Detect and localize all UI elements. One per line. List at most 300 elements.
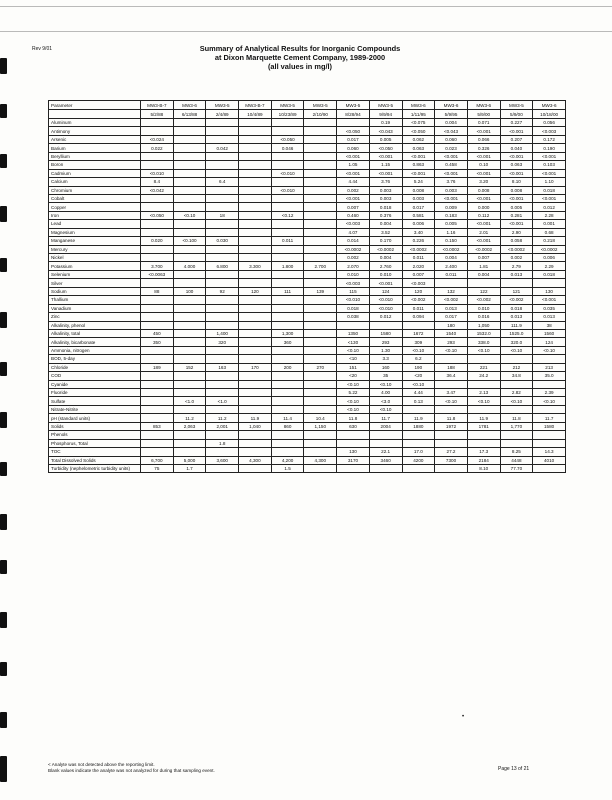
result-value: 2.90 [500, 228, 533, 236]
result-value: 14.3 [533, 448, 566, 456]
result-value [239, 254, 272, 262]
result-value [239, 329, 272, 337]
table-row [49, 262, 566, 270]
result-value: 0.183 [435, 211, 468, 219]
result-value: <0.002 [402, 296, 435, 304]
result-value: 1.5 [271, 464, 304, 472]
result-value [271, 397, 304, 405]
result-value: 3.20 [467, 178, 500, 186]
table-row [49, 397, 566, 405]
result-value [402, 439, 435, 447]
result-value: 3.300 [239, 262, 272, 270]
result-value: <0.001 [500, 152, 533, 160]
result-value: 11.4 [271, 414, 304, 422]
result-value: 6.800 [206, 262, 239, 270]
parameter-name: Alkalinity, total [49, 329, 141, 337]
table-body [49, 119, 566, 473]
result-value: 0.007 [337, 203, 370, 211]
result-value [304, 448, 337, 456]
result-value: 0.008 [500, 186, 533, 194]
parameter-name: Copper [49, 203, 141, 211]
result-value [173, 144, 206, 152]
scan-speck: • [462, 714, 465, 720]
parameter-name: Vanadium [49, 304, 141, 312]
result-value: <0.001 [467, 194, 500, 202]
result-value [271, 178, 304, 186]
result-value [173, 178, 206, 186]
result-value [141, 397, 174, 405]
result-value: 8.10 [500, 178, 533, 186]
result-value: <0.010 [271, 186, 304, 194]
result-value: 4,300 [304, 456, 337, 464]
result-value [206, 355, 239, 363]
parameter-name: Cadmium [49, 169, 141, 177]
column-header-well: MW3-5 [271, 101, 304, 110]
result-value: 1.10 [533, 178, 566, 186]
column-header-parameter: Parameter [49, 101, 141, 110]
result-value: <0.10 [435, 397, 468, 405]
result-value: 0.010 [337, 270, 370, 278]
result-value: 0.011 [271, 237, 304, 245]
result-value: 2.760 [369, 262, 402, 270]
result-value: 1580 [369, 329, 402, 337]
result-value: 0.030 [206, 237, 239, 245]
result-value [206, 448, 239, 456]
result-value: <0.050 [337, 127, 370, 135]
table-row [49, 152, 566, 160]
result-value [271, 355, 304, 363]
result-value: 200 [271, 363, 304, 371]
result-value [173, 169, 206, 177]
parameter-name: Turbidity (nephelometric turbidity units) [49, 464, 141, 472]
result-value [206, 152, 239, 160]
result-value: 0.013 [500, 270, 533, 278]
table-row [49, 431, 566, 439]
result-value [271, 405, 304, 413]
table-row [49, 169, 566, 177]
result-value: 0.063 [500, 161, 533, 169]
header-row-dates [49, 110, 566, 119]
result-value: 8.4 [141, 178, 174, 186]
result-value [206, 380, 239, 388]
result-value: 11.9 [402, 414, 435, 422]
result-value [173, 431, 206, 439]
result-value: 0.060 [435, 135, 468, 143]
result-value: 221 [467, 363, 500, 371]
result-value [369, 321, 402, 329]
result-value: 0.011 [402, 254, 435, 262]
result-value [206, 119, 239, 127]
result-value [271, 380, 304, 388]
result-value: 1.800 [271, 262, 304, 270]
result-value: <0.10 [369, 380, 402, 388]
column-header-date: 9/9/94 [369, 110, 402, 119]
result-value: 0.218 [533, 237, 566, 245]
result-value [206, 279, 239, 287]
result-value [239, 220, 272, 228]
result-value [467, 380, 500, 388]
result-value [173, 161, 206, 169]
result-value [239, 397, 272, 405]
parameter-name: Selenium [49, 270, 141, 278]
result-value: <0.050 [271, 135, 304, 143]
result-value [173, 304, 206, 312]
result-value [533, 380, 566, 388]
result-value [239, 464, 272, 472]
result-value: 0.040 [500, 144, 533, 152]
result-value [173, 135, 206, 143]
result-value: 350 [141, 338, 174, 346]
result-value: <0.003 [533, 127, 566, 135]
result-value [141, 279, 174, 287]
result-value: <3.0 [369, 397, 402, 405]
table-row [49, 161, 566, 169]
result-value: <0.003 [337, 279, 370, 287]
result-value [304, 135, 337, 143]
result-value [271, 161, 304, 169]
result-value: 11.8 [337, 414, 370, 422]
footnote: < Analyte was not detected above the reporting limit. [48, 762, 155, 767]
result-value [239, 296, 272, 304]
result-value [206, 203, 239, 211]
column-header-date: 10/18/00 [533, 110, 566, 119]
result-value [304, 203, 337, 211]
result-value: 1,300 [271, 329, 304, 337]
parameter-name: Nitrate-Nitrite [49, 405, 141, 413]
result-value: 1525.0 [500, 329, 533, 337]
result-value [239, 338, 272, 346]
result-value: 132 [435, 287, 468, 295]
column-header-date: 1/11/95 [402, 110, 435, 119]
result-value: 2.400 [435, 262, 468, 270]
result-value: 0.013 [533, 313, 566, 321]
parameter-name: TOC [49, 448, 141, 456]
result-value [500, 439, 533, 447]
result-value [141, 372, 174, 380]
result-value: <0.010 [369, 296, 402, 304]
result-value: 4448 [500, 456, 533, 464]
result-value: 0.035 [533, 304, 566, 312]
result-value: 0.207 [500, 135, 533, 143]
result-value [173, 203, 206, 211]
column-header-well: MW3-5 [500, 101, 533, 110]
result-value: 0.002 [500, 254, 533, 262]
result-value: 0.060 [337, 144, 370, 152]
result-value [173, 389, 206, 397]
result-value [304, 161, 337, 169]
table-row [49, 127, 566, 135]
result-value: <0.0002 [533, 245, 566, 253]
result-value: 92 [206, 287, 239, 295]
parameter-name: Cobalt [49, 194, 141, 202]
result-value [271, 119, 304, 127]
result-value: <0.001 [337, 169, 370, 177]
column-header-date: 5/9/00 [467, 110, 500, 119]
result-value [304, 346, 337, 354]
result-value: 0.004 [435, 119, 468, 127]
result-value: 1580 [533, 422, 566, 430]
result-value: 4.44 [402, 389, 435, 397]
table-row [49, 313, 566, 321]
result-value: 5,000 [173, 456, 206, 464]
result-value: 111.9 [500, 321, 533, 329]
result-value: 0.022 [141, 144, 174, 152]
parameter-name: Chloride [49, 363, 141, 371]
column-header-well: MW3-6 [402, 101, 435, 110]
result-value: 17.3 [467, 448, 500, 456]
result-value: 1.05 [337, 161, 370, 169]
result-value [206, 389, 239, 397]
result-value: <0.001 [467, 237, 500, 245]
result-value [533, 431, 566, 439]
result-value: 0.018 [533, 186, 566, 194]
result-value: <0.003 [402, 279, 435, 287]
result-value [533, 439, 566, 447]
result-value [206, 372, 239, 380]
result-value: <0.001 [467, 169, 500, 177]
result-value: <0.0002 [369, 245, 402, 253]
result-value [369, 464, 402, 472]
result-value: 10.4 [304, 414, 337, 422]
result-value: 6.2 [402, 355, 435, 363]
result-value [206, 161, 239, 169]
result-value: 0.13 [402, 397, 435, 405]
result-value: <0.002 [467, 296, 500, 304]
column-header-well: MW3-6 [173, 101, 206, 110]
result-value [239, 194, 272, 202]
result-value: 3170 [337, 456, 370, 464]
result-value: 77.70 [500, 464, 533, 472]
result-value: <0.010 [337, 296, 370, 304]
result-value [402, 405, 435, 413]
result-value [206, 321, 239, 329]
result-value [141, 313, 174, 321]
result-value [304, 329, 337, 337]
result-value: 4.000 [173, 262, 206, 270]
table-row [49, 194, 566, 202]
result-value: 0.017 [337, 135, 370, 143]
result-value: <0.001 [337, 152, 370, 160]
result-value: 320.0 [500, 338, 533, 346]
table-row [49, 178, 566, 186]
result-value: 293 [369, 338, 402, 346]
column-header-date: 5/9/00 [500, 110, 533, 119]
result-value: 3,600 [206, 456, 239, 464]
result-value [304, 228, 337, 236]
result-value [239, 169, 272, 177]
result-value: 0.013 [500, 313, 533, 321]
result-value [141, 355, 174, 363]
table-row [49, 254, 566, 262]
result-value: 3460 [369, 456, 402, 464]
table-row [49, 363, 566, 371]
parameter-name: Alkalinity, phenol [49, 321, 141, 329]
result-value [271, 194, 304, 202]
result-value: 0.014 [337, 237, 370, 245]
result-value [206, 431, 239, 439]
result-value [173, 346, 206, 354]
result-value [239, 144, 272, 152]
result-value [435, 355, 468, 363]
result-value: 0.013 [435, 304, 468, 312]
result-value [337, 431, 370, 439]
result-value: <0.0002 [402, 245, 435, 253]
result-value: 2.29 [533, 262, 566, 270]
result-value: 188 [435, 363, 468, 371]
result-value: <0.001 [500, 127, 533, 135]
result-value: 1972 [435, 422, 468, 430]
result-value: 1350 [337, 329, 370, 337]
result-value [141, 414, 174, 422]
result-value: <0.0063 [141, 270, 174, 278]
result-value: 180 [435, 321, 468, 329]
result-value: 0.007 [467, 254, 500, 262]
result-value: <0.10 [173, 211, 206, 219]
result-value [304, 186, 337, 194]
result-value: <0.043 [369, 127, 402, 135]
result-value [239, 372, 272, 380]
result-value [304, 321, 337, 329]
result-value: 0.062 [402, 135, 435, 143]
result-value: 0.006 [533, 254, 566, 262]
result-value [141, 296, 174, 304]
result-value: 212 [500, 363, 533, 371]
result-value [239, 237, 272, 245]
result-value: 2004 [369, 422, 402, 430]
result-value: <0.050 [141, 211, 174, 219]
result-value: 27.2 [435, 448, 468, 456]
result-value [304, 304, 337, 312]
table-row [49, 211, 566, 219]
parameter-name: Phosphorus, Total [49, 439, 141, 447]
parameter-name: Beryllium [49, 152, 141, 160]
result-value [467, 439, 500, 447]
result-value [173, 186, 206, 194]
result-value: 338.0 [467, 338, 500, 346]
result-value: 2.700 [304, 262, 337, 270]
result-value: 2.13 [467, 389, 500, 397]
result-value: 0.000 [467, 203, 500, 211]
result-value: 0.103 [533, 161, 566, 169]
result-value [206, 346, 239, 354]
title-line: Summary of Analytical Results for Inorganic Compounds [199, 44, 401, 53]
result-value: 270 [304, 363, 337, 371]
parameter-name: Arsenic [49, 135, 141, 143]
result-value [271, 220, 304, 228]
result-value: 1.81 [467, 262, 500, 270]
result-value [206, 186, 239, 194]
results-table [48, 100, 566, 473]
result-value: 11.7 [533, 414, 566, 422]
result-value [206, 127, 239, 135]
result-value: 0.016 [467, 313, 500, 321]
result-value [304, 296, 337, 304]
result-value [337, 439, 370, 447]
result-value: <0.10 [337, 405, 370, 413]
result-value [435, 431, 468, 439]
result-value: <0.001 [435, 169, 468, 177]
result-value: 190 [402, 363, 435, 371]
result-value [206, 194, 239, 202]
result-value: 1,150 [304, 422, 337, 430]
result-value: 0.004 [369, 220, 402, 228]
result-value [271, 372, 304, 380]
result-value: <1.0 [173, 397, 206, 405]
result-value: 0.018 [500, 304, 533, 312]
result-value: <0.001 [369, 279, 402, 287]
column-header-well: MW3-5 [337, 101, 370, 110]
result-value: <0.042 [141, 186, 174, 194]
result-value [239, 380, 272, 388]
table-row [49, 355, 566, 363]
result-value: 0.063 [402, 144, 435, 152]
result-value: 293 [435, 338, 468, 346]
result-value: 0.005 [369, 135, 402, 143]
result-value [141, 228, 174, 236]
column-header-date: 10/23/89 [271, 110, 304, 119]
column-header-date: 2/10/90 [304, 110, 337, 119]
result-value: 6.4 [206, 178, 239, 186]
parameter-name: Barium [49, 144, 141, 152]
result-value [173, 321, 206, 329]
result-value: 4.44 [337, 178, 370, 186]
result-value: 0.19 [369, 119, 402, 127]
result-value [239, 439, 272, 447]
result-value: 2.82 [500, 389, 533, 397]
parameter-name: Solids [49, 422, 141, 430]
result-value: 450 [141, 329, 174, 337]
result-value: <0.10 [500, 346, 533, 354]
result-value [304, 220, 337, 228]
result-value [239, 279, 272, 287]
result-value: <0.10 [402, 380, 435, 388]
table-row [49, 144, 566, 152]
result-value: 4,200 [271, 456, 304, 464]
result-value: 0.150 [435, 237, 468, 245]
result-value [141, 203, 174, 211]
result-value: 0.003 [435, 186, 468, 194]
result-value: 36.4 [435, 372, 468, 380]
result-value: <20 [337, 372, 370, 380]
scan-line-top [0, 6, 612, 7]
result-value: <0.10 [337, 346, 370, 354]
result-value: <0.002 [500, 296, 533, 304]
result-value: <0.10 [337, 380, 370, 388]
result-value: <10 [337, 355, 370, 363]
result-value [467, 431, 500, 439]
result-value: 0.001 [533, 220, 566, 228]
table-row [49, 346, 566, 354]
result-value: 0.023 [435, 144, 468, 152]
result-value: <0.001 [533, 169, 566, 177]
result-value [141, 304, 174, 312]
result-value: <0.001 [533, 194, 566, 202]
result-value: <0.10 [533, 397, 566, 405]
result-value: 0.066 [467, 135, 500, 143]
result-value: <0.0002 [337, 245, 370, 253]
result-value [173, 355, 206, 363]
result-value: 6,700 [141, 456, 174, 464]
result-value: 122 [467, 287, 500, 295]
result-value: 34.8 [500, 372, 533, 380]
result-value: <0.024 [141, 135, 174, 143]
result-value: 0.006 [402, 220, 435, 228]
result-value [173, 329, 206, 337]
parameter-name: pH (standard units) [49, 414, 141, 422]
result-value [271, 127, 304, 135]
result-value [141, 119, 174, 127]
result-value: 3.40 [402, 228, 435, 236]
